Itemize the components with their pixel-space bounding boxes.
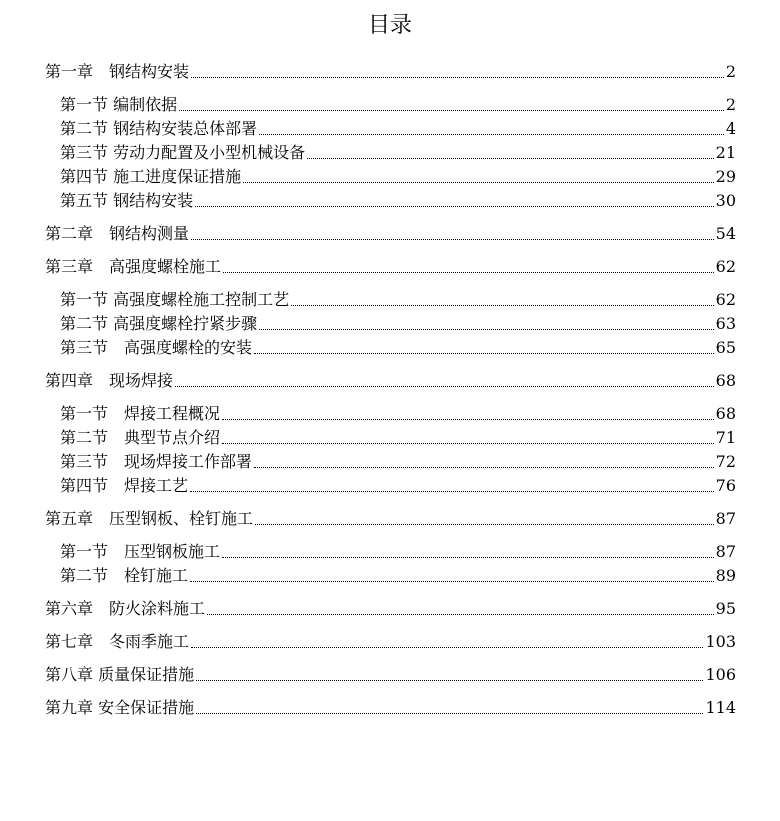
toc-entry-label: 第三章 高强度螺栓施工 bbox=[45, 257, 222, 276]
dot-leader bbox=[190, 491, 714, 492]
toc-entry-page: 21 bbox=[715, 143, 736, 162]
toc-entry-label: 第一节 焊接工程概况 bbox=[60, 404, 221, 423]
toc-entry-label: 第七章 冬雨季施工 bbox=[45, 632, 190, 651]
toc-entry-page: 87 bbox=[715, 509, 736, 528]
dot-leader bbox=[191, 647, 703, 648]
toc-entry-page: 63 bbox=[715, 314, 736, 333]
toc-entry-label: 第三节 高强度螺栓的安装 bbox=[60, 338, 253, 357]
toc-entry-chapter[interactable] bbox=[45, 665, 736, 685]
toc-entry-label: 第二节 钢结构安装总体部署 bbox=[60, 119, 258, 138]
toc-entry-page: 2 bbox=[725, 62, 736, 81]
toc-entry-section[interactable] bbox=[60, 314, 736, 334]
toc-entry-page: 106 bbox=[705, 665, 736, 684]
dot-leader bbox=[254, 353, 714, 354]
toc-entry-label: 第二节 典型节点介绍 bbox=[60, 428, 221, 447]
dot-leader bbox=[179, 110, 724, 111]
toc-entry-section[interactable] bbox=[60, 191, 736, 211]
dot-leader bbox=[191, 77, 724, 78]
dot-leader bbox=[222, 419, 714, 420]
toc-entry-page: 29 bbox=[715, 167, 736, 186]
toc-entry-section[interactable] bbox=[60, 143, 736, 163]
toc-entry-section[interactable] bbox=[60, 167, 736, 187]
dot-leader bbox=[255, 524, 714, 525]
dot-leader bbox=[223, 272, 714, 273]
toc-entry-label: 第一节 高强度螺栓施工控制工艺 bbox=[60, 290, 290, 309]
toc-entry-section[interactable] bbox=[60, 566, 736, 586]
toc-entry-label: 第四节 施工进度保证措施 bbox=[60, 167, 242, 186]
toc-entry-chapter[interactable] bbox=[45, 632, 736, 652]
toc-entry-section[interactable] bbox=[60, 95, 736, 115]
toc-entry-section[interactable] bbox=[60, 542, 736, 562]
toc-entry-label: 第一章 钢结构安装 bbox=[45, 62, 190, 81]
toc-entry-label: 第二节 栓钉施工 bbox=[60, 566, 189, 585]
dot-leader bbox=[190, 581, 714, 582]
toc-entry-page: 95 bbox=[715, 599, 736, 618]
toc-entry-chapter[interactable] bbox=[45, 599, 736, 619]
toc-entry-page: 71 bbox=[715, 428, 736, 447]
toc-entry-section[interactable] bbox=[60, 452, 736, 472]
toc-entry-page: 30 bbox=[715, 191, 736, 210]
toc-entry-page: 72 bbox=[715, 452, 736, 471]
toc-entry-page: 2 bbox=[725, 95, 736, 114]
toc-entry-page: 62 bbox=[715, 257, 736, 276]
dot-leader bbox=[207, 614, 714, 615]
dot-leader bbox=[196, 713, 703, 714]
toc-entry-section[interactable] bbox=[60, 428, 736, 448]
dot-leader bbox=[222, 557, 714, 558]
dot-leader bbox=[307, 158, 714, 159]
toc-entry-chapter[interactable] bbox=[45, 371, 736, 391]
toc-entry-page: 4 bbox=[725, 119, 736, 138]
dot-leader bbox=[195, 206, 714, 207]
toc-entry-section[interactable] bbox=[60, 338, 736, 358]
dot-leader bbox=[243, 182, 714, 183]
toc-entry-page: 76 bbox=[715, 476, 736, 495]
toc-entry-chapter[interactable] bbox=[45, 257, 736, 277]
toc-entry-label: 第二节 高强度螺栓拧紧步骤 bbox=[60, 314, 258, 333]
toc-entry-page: 87 bbox=[715, 542, 736, 561]
toc-entry-page: 62 bbox=[715, 290, 736, 309]
toc-entry-label: 第三节 劳动力配置及小型机械设备 bbox=[60, 143, 306, 162]
toc-entry-page: 68 bbox=[715, 404, 736, 423]
toc-entry-label: 第六章 防火涂料施工 bbox=[45, 599, 206, 618]
toc-entry-label: 第八章 质量保证措施 bbox=[45, 665, 195, 684]
toc-entry-section[interactable] bbox=[60, 404, 736, 424]
dot-leader bbox=[196, 680, 703, 681]
toc-entry-label: 第四节 焊接工艺 bbox=[60, 476, 189, 495]
toc-entry-label: 第一节 编制依据 bbox=[60, 95, 178, 114]
toc-entry-section[interactable] bbox=[60, 476, 736, 496]
dot-leader bbox=[175, 386, 714, 387]
toc-entry-section[interactable] bbox=[60, 290, 736, 310]
toc-entry-chapter[interactable] bbox=[45, 62, 736, 82]
toc-entry-chapter[interactable] bbox=[45, 224, 736, 244]
toc-entry-page: 114 bbox=[705, 698, 736, 717]
toc-entry-label: 第五章 压型钢板、栓钉施工 bbox=[45, 509, 254, 528]
toc-title: 目录 bbox=[367, 13, 412, 38]
dot-leader bbox=[191, 239, 714, 240]
toc-entry-label: 第五节 钢结构安装 bbox=[60, 191, 194, 210]
toc-entry-label: 第一节 压型钢板施工 bbox=[60, 542, 221, 561]
toc-entry-chapter[interactable] bbox=[45, 698, 736, 718]
dot-leader bbox=[222, 443, 714, 444]
dot-leader bbox=[259, 134, 724, 135]
dot-leader bbox=[254, 467, 714, 468]
dot-leader bbox=[291, 305, 714, 306]
toc-entry-label: 第九章 安全保证措施 bbox=[45, 698, 195, 717]
toc-entry-label: 第三节 现场焊接工作部署 bbox=[60, 452, 253, 471]
toc-entry-page: 103 bbox=[705, 632, 736, 651]
toc-entry-page: 68 bbox=[715, 371, 736, 390]
toc-entry-section[interactable] bbox=[60, 119, 736, 139]
toc-entry-label: 第二章 钢结构测量 bbox=[45, 224, 190, 243]
toc-entry-chapter[interactable] bbox=[45, 509, 736, 529]
dot-leader bbox=[259, 329, 714, 330]
toc-entry-page: 89 bbox=[715, 566, 736, 585]
toc-entry-page: 54 bbox=[715, 224, 736, 243]
toc-entry-label: 第四章 现场焊接 bbox=[45, 371, 174, 390]
toc-entry-page: 65 bbox=[715, 338, 736, 357]
